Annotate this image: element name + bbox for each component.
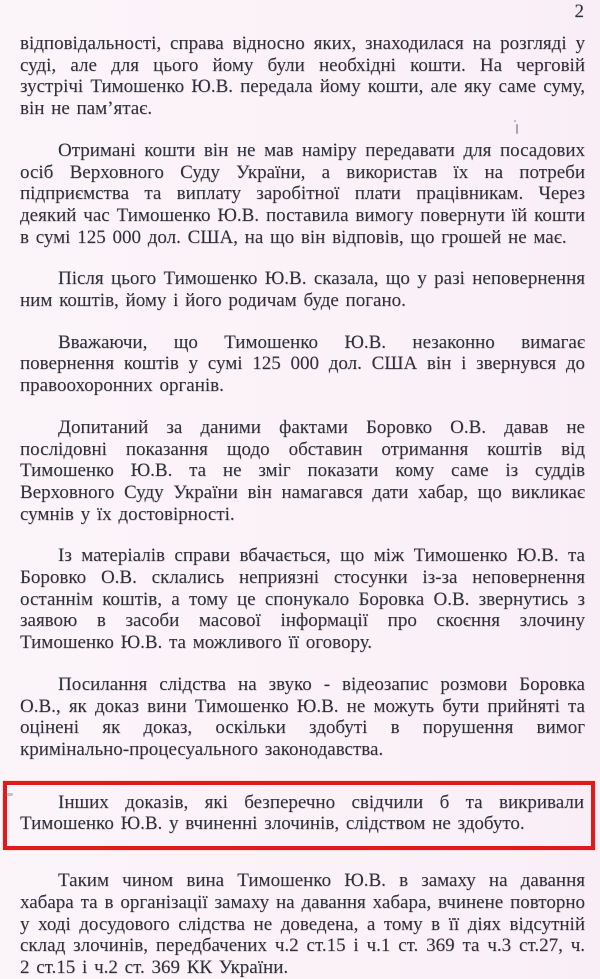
paragraph: Отримані кошти він не мав наміру передавати для посадових осіб Верховного Суду України, а використав їх на потреби підприємства та виплату заробітної плати працівникам. Через деякий час Тимошенко Ю.В. поставила вимогу повернути їй кошти в сумі 125 000 дол. США, на що він відповів, що грошей не має. <box>20 139 585 248</box>
highlighted-paragraph-red-box: Інших доказів, які безперечно свідчили б та викривали Тимошенко Ю.В. у вчиненні злочинів, слідством не здобуто. <box>3 781 595 850</box>
paragraph: Із матеріалів справи вбачається, що між Тимошенко Ю.В. та Боровко О.В. склались неприязні стосунки із-за неповернення останнім коштів, а тому це спонукало Боровка О.В. звернутись з заявою в засоби масової інформації про скоєння злочину Тимошенко Ю.В. та можливого її оговору. <box>20 545 585 654</box>
page-number: 2 <box>574 1 584 22</box>
paragraph: Таким чином вина Тимошенко Ю.В. в замаху на давання хабара та в організації замаху на давання хабара, вчинене повторно у ході досудового слідства не доведена, а тому в її діях відсутній склад злочинів, передбачених ч.2 ст.15 і ч.1 ст. 369 та ч.3 ст.27, ч. 2 ст.15 і ч.2 ст. 369 КК України. <box>20 870 585 978</box>
paragraph-continuation: відповідальності, справа відносно яких, знаходилася на розгляді у суді, але для цього йому були необхідні кошти. На черговій зустрічі Тимошенко Ю.В. передала йому кошти, але яку саме суму, він не пам’ятає. <box>20 33 585 120</box>
paragraph: Допитаний за даними фактами Боровко О.В. давав не послідовні показання щодо обставин отримання коштів від Тимошенко Ю.В. та не зміг показати кому саме із суддів Верховного Суду України він намагався дати хабар, що викликає сумнів у їх достовірності. <box>20 416 585 525</box>
paragraph: Після цього Тимошенко Ю.В. сказала, що у разі неповернення ним коштів, йому і його родичам буде погано. <box>20 268 585 312</box>
paragraph: Вважаючи, що Тимошенко Ю.В. незаконно вимагає повернення коштів у сумі 125 000 дол. США він і звернувся до правоохоронних органів. <box>20 331 585 397</box>
scan-artifact-mark <box>516 124 518 134</box>
paragraph: Посилання слідства на звуко - відеозапис розмови Боровка О.В., як доказ вини Тимошенко Ю.В. не можуть бути прийняті та оцінені як доказ, оскільки здобуті в порушення вимог кримінально-процесуального законодавства. <box>20 673 585 760</box>
scan-speck-mark <box>6 793 13 796</box>
